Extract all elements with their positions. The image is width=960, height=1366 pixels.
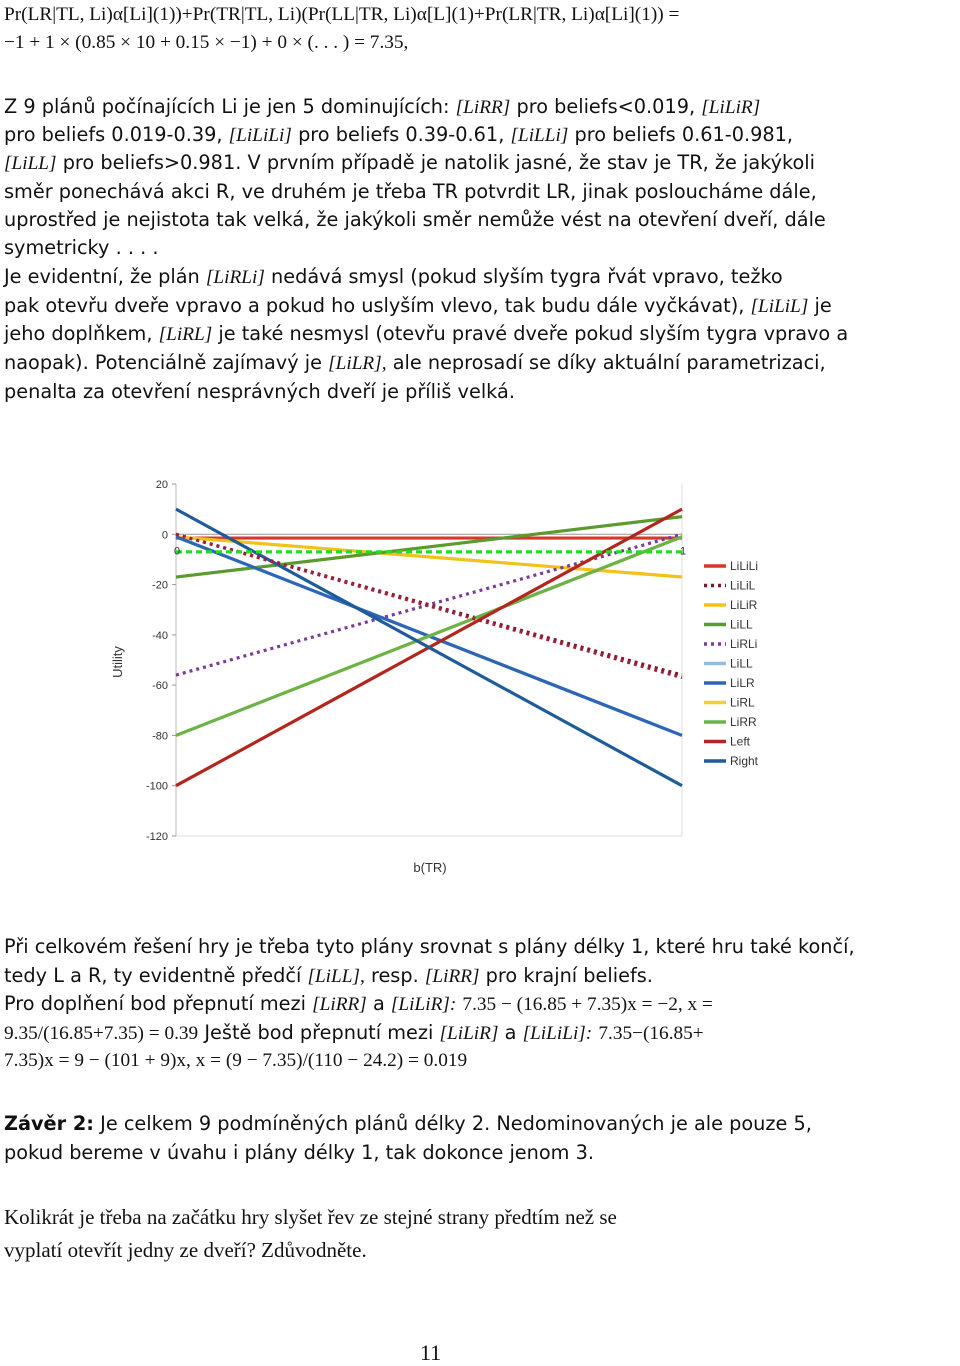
y-tick-label: -60 [152,680,168,693]
math-span: [LiRL] [158,324,213,345]
y-axis-label: Utility [110,646,125,678]
text-line-3 [4,95,760,119]
math-span: [LiLiR] [701,97,761,118]
math-span: [LiLiR]: [390,994,457,1015]
math-span: [LiLiLi] [228,125,292,146]
text-line-9 [4,265,783,289]
text-p2-line-1: Při celkovém řešení hry je třeba tyto plány srovnat s plány délky 1, které hru také končí, [4,935,855,958]
legend-label: LiLiL [730,578,756,593]
text-line-12 [4,351,826,375]
formula-line-1: Pr(LR|TL, Li)α[Li](1))+Pr(TR|TL, Li)(Pr(LL|TR, Li)α[L](1)+Pr(LR|TR, Li)α[Li](1)) = [4,4,680,25]
text-span: Je evidentní, že plán [4,265,200,288]
math-span: [LiRR] [455,97,511,118]
conclusion-label: Závěr 2: [4,1112,94,1135]
text-span: pro beliefs 0.019-0.39, [4,123,223,146]
conclusion-line-2: pokud bereme v úvahu i plány délky 1, tak dokonce jenom 3. [4,1141,594,1164]
text-line-4 [4,123,793,147]
text-span: a [504,1021,517,1044]
y-tick-label: -120 [145,831,168,843]
formula-line-2: −1 + 1 × (0.85 × 10 + 0.15 × −1) + 0 × (. . . ) = 7.35, [4,32,409,53]
x-tick-label: 0 [173,545,181,558]
math-span: [LiLL], [307,966,365,987]
math-span: [LiRLi] [205,267,265,288]
legend-label: LiLL [730,656,753,671]
math-span: 7.35−(16.85+ [598,1023,704,1044]
text-span: Je celkem 9 podmíněných plánů délky 2. Nedominovaných je ale pouze 5, [100,1112,812,1135]
text-span: naopak). Potenciálně zajímavý je [4,351,322,374]
legend-label: LiLL [730,617,753,632]
math-span: [LiRR] [312,994,367,1015]
text-line-8: symetricky . . . . [4,236,159,259]
x-axis-label: b(TR) [413,860,447,875]
text-line-6: směr ponechává akci R, ve druhém je třeba TR potvrdit LR, jinak posloucháme dále, [4,180,817,203]
text-span: je [814,294,832,317]
page-number: 11 [420,1340,442,1365]
text-span: pro beliefs 0.39-0.61, [298,123,505,146]
math-span: [LiLiL] [750,296,809,317]
y-tick-label: 0 [161,529,168,542]
legend-label: Right [730,754,759,768]
text-span: je také nesmysl (otevřu pravé dveře pokud slyším tygra vpravo a [218,322,849,345]
math-span: [LiLiR] [439,1023,499,1044]
text-span: tedy L a R, ty evidentně předčí [4,964,302,987]
math-span: [LiLR], [328,353,387,374]
legend-label: LiRR [730,715,757,729]
text-p2-line-4 [4,1021,704,1045]
legend-label: LiRLi [730,637,758,651]
math-span: [LiLLi] [510,125,569,146]
legend-label: Left [730,734,751,749]
text-span: ale neprosadí se díky aktuální parametrizaci, [392,351,826,374]
text-span: a [372,992,385,1015]
math-span: [LiLiLi]: [522,1023,593,1044]
text-p2-line-5: 7.35)x = 9 − (101 + 9)x, x = (9 − 7.35)/(110 − 24.2) = 0.019 [4,1050,468,1071]
text-span: pro beliefs 0.61-0.981, [574,123,794,146]
text-line-5 [4,151,815,175]
text-line-10 [4,294,832,318]
text-line-7: uprostřed je nejistota tak velká, že jakýkoli směr nemůže vést na otevření dveří, dále [4,208,826,231]
text-span: Ještě bod přepnutí mezi [204,1021,434,1044]
y-tick-label: 20 [155,479,168,491]
text-p2-line-2 [4,964,653,988]
x-tick-label: 1 [679,545,687,558]
y-tick-label: -20 [152,579,168,592]
math-span: [LiLL] [4,153,57,174]
math-span: [LiRR] [424,966,480,987]
legend-label: LiLiLi [730,559,759,573]
math-span: 7.35 − (16.85 + 7.35)x = −2, x = [462,994,713,1015]
utility-chart [100,462,820,882]
text-span: pro beliefs<0.019, [516,95,696,118]
text-p2-line-3 [4,992,713,1016]
text-span: pro beliefs>0.981. [62,151,242,174]
text-span: V prvním případě je natolik jasné, že stav je TR, že jakýkoli [247,151,816,174]
text-span: pak otevřu dveře vpravo a pokud ho uslyším vlevo, tak budu dále vyčkávat), [4,294,745,317]
y-tick-label: -40 [152,629,168,642]
text-line-13: penalta za otevření nesprávných dveří je příliš velká. [4,380,515,403]
text-span: pro krajní beliefs. [485,964,653,987]
y-tick-label: -100 [145,780,168,793]
math-span: 9.35/(16.85+7.35) = 0.39 [4,1023,199,1044]
text-span: nedává smysl (pokud slyším tygra řvát vpravo, težko [271,265,783,288]
question-line-2: vyplatí otevřít jedny ze dveří? Zdůvodněte. [4,1238,367,1262]
legend-label: LiLR [730,676,755,690]
legend-label: LiLiR [730,598,758,612]
text-line-11 [4,322,848,346]
text-span: Pro doplňení bod přepnutí mezi [4,992,306,1015]
question-line-1: Kolikrát je třeba na začátku hry slyšet řev ze stejné strany předtím než se [4,1205,617,1229]
y-tick-label: -80 [152,730,168,743]
text-span: Z 9 plánů počínajících Li je jen 5 dominujících: [4,95,450,118]
legend-label: LiRL [730,695,755,710]
text-span: jeho doplňkem, [4,322,153,345]
text-span: resp. [370,964,419,987]
conclusion-line-1 [4,1112,812,1135]
